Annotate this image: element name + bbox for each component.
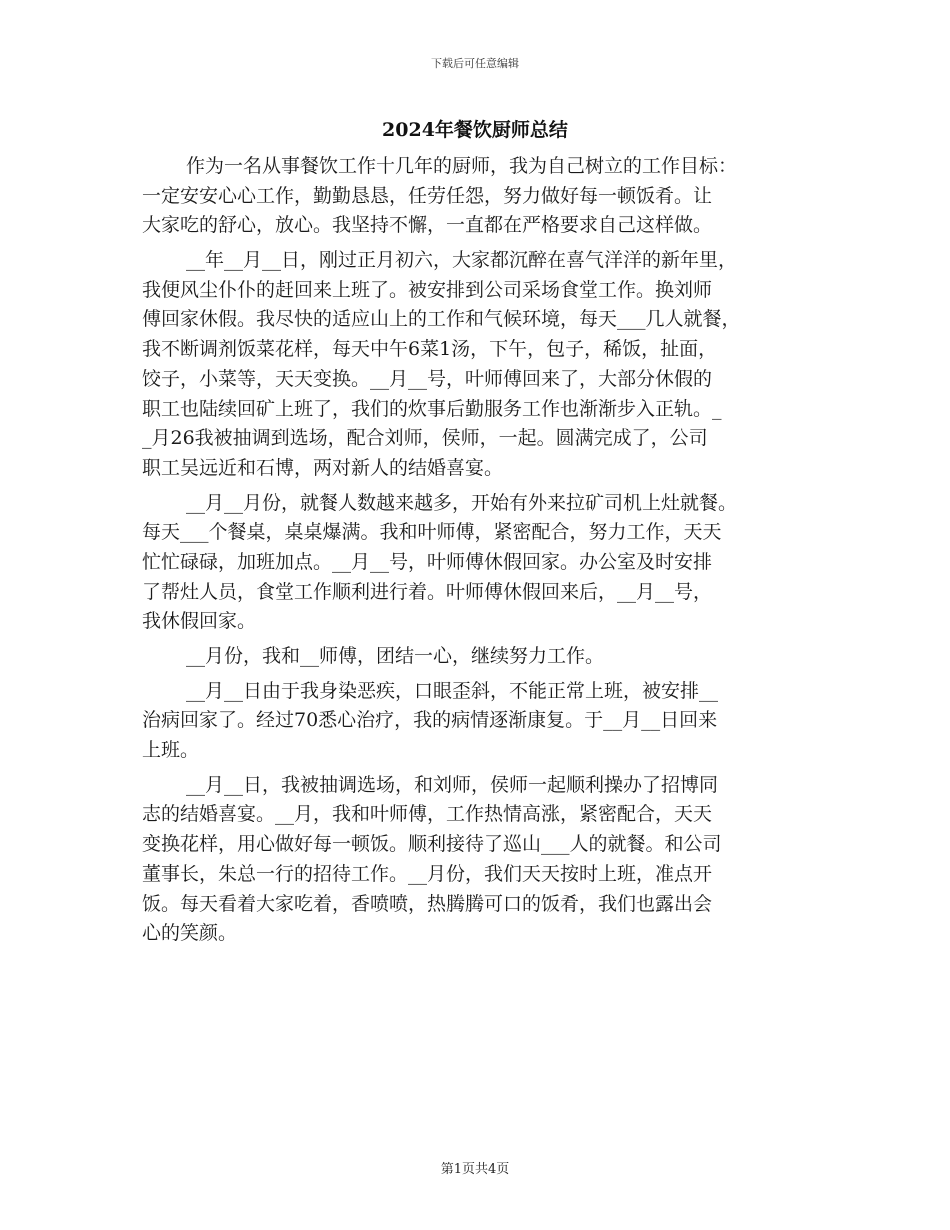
paragraph-line: 大家吃的舒心，放心。我坚持不懈，一直都在严格要求自己这样做。 [142,214,713,237]
paragraph-line: __年__月__日，刚过正月初六，大家都沉醉在喜气洋洋的新年里， [186,249,738,272]
paragraph-line: 上班。 [142,739,200,762]
paragraph-line: _月26我被抽调到选场，配合刘师，侯师，一起。圆满完成了，公司 [142,427,708,450]
paragraph [142,677,812,766]
paragraph-line: 作为一名从事餐饮工作十几年的厨师，我为自己树立的工作目标： [186,155,738,177]
paragraph-line: __月__日，我被抽调选场，和刘师，侯师一起顺利操办了招博同 [186,773,719,796]
paragraph-line: 变换花样，用心做好每一顿饭。顺利接待了巡山___人的就餐。和公司 [142,833,722,856]
paragraph [142,642,812,672]
paragraph-line: 了帮灶人员，食堂工作顺利进行着。叶师傅休假回来后，__月__号， [142,580,713,603]
paragraph [142,489,812,637]
paragraph-line: 饺子，小菜等，天天变换。__月__号，叶师傅回来了，大部分休假的 [142,367,713,390]
header-note: 下载后可任意编辑 [431,57,519,70]
paragraph-line: 志的结婚喜宴。__月，我和叶师傅，工作热情高涨，紧密配合，天天 [142,803,713,826]
paragraph-line: __月__月份，就餐人数越来越多，开始有外来拉矿司机上灶就餐。 [186,491,738,514]
paragraph-line: 傅回家休假。我尽快的适应山上的工作和气候环境，每天___几人就餐， [142,308,741,331]
paragraph-line: 治病回家了。经过70悉心治疗，我的病情逐渐康复。于__月__日回来 [142,709,718,732]
paragraph-line: 职工也陆续回矿上班了，我们的炊事后勤服务工作也渐渐步入正轨。_ [142,397,722,420]
paragraph-line: 我不断调剂饭菜花样，每天中午6菜1汤，下午，包子，稀饭，扯面， [142,338,718,361]
paragraph-line: __月__日由于我身染恶疾，口眼歪斜，不能正常上班，被安排__ [186,679,719,702]
paragraph-line: 忙忙碌碌，加班加点。__月__号，叶师傅休假回家。办公室及时安排 [142,550,713,573]
paragraph-line: 职工吴远近和石博，两对新人的结婚喜宴。 [142,456,504,479]
document-body [142,152,812,949]
page-footer: 第1页共4页 [440,1162,510,1177]
paragraph [142,246,812,484]
paragraph-line: 一定安安心心工作，勤勤恳恳，任劳任怨，努力做好每一顿饭肴。让 [142,184,713,207]
paragraph-line: 董事长，朱总一行的招待工作。__月份，我们天天按时上班，准点开 [142,862,713,885]
paragraph-line: 心的笑颜。 [142,922,238,945]
paragraph-line: 饭。每天看着大家吃着，香喷喷，热腾腾可口的饭肴，我们也露出会 [142,892,713,915]
paragraph-line: 我休假回家。 [142,610,257,633]
paragraph [142,771,812,949]
document-title: 2024年餐饮厨师总结 [382,119,568,141]
paragraph [142,152,812,241]
paragraph-line: 每天___个餐桌，桌桌爆满。我和叶师傅，紧密配合，努力工作，天天 [142,521,722,544]
paragraph-line: __月份，我和__师傅，团结一心，继续努力工作。 [186,645,605,667]
paragraph-line: 我便风尘仆仆的赶回来上班了。被安排到公司采场食堂工作。换刘师 [142,278,713,301]
